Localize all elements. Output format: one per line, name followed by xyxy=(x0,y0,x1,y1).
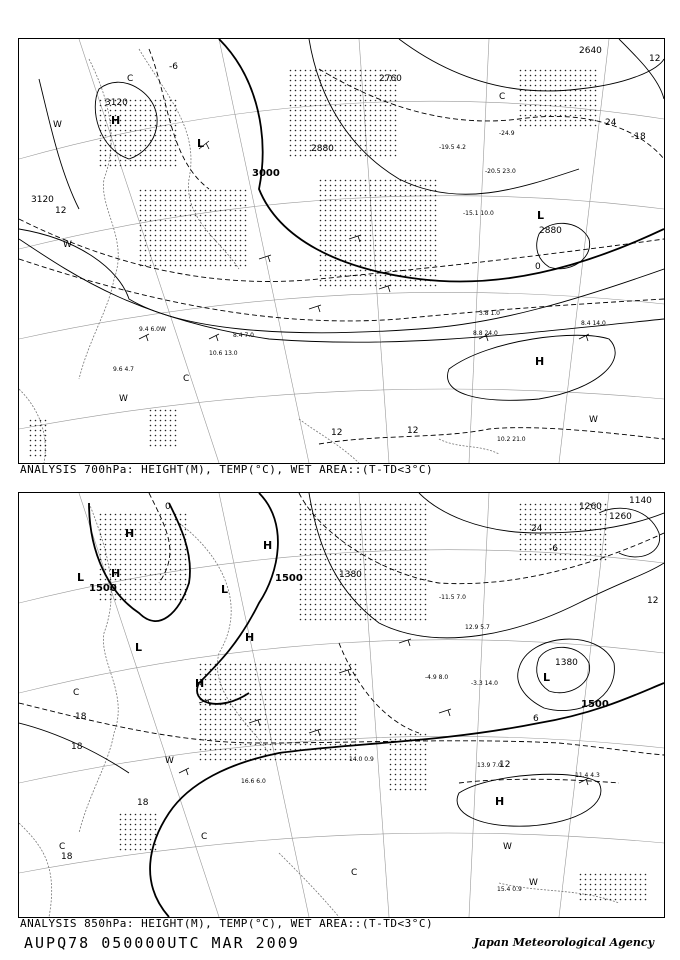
chart-850hpa-caption: ANALYSIS 850hPa: HEIGHT(M), TEMP(°C), WET AREA::(T-TD<3°C) xyxy=(20,917,434,930)
temp-label: 6 xyxy=(533,714,539,724)
height-label: 1260 xyxy=(579,502,602,512)
cold-center: C xyxy=(499,92,506,102)
cold-center: C xyxy=(183,374,190,384)
height-label: 1140 xyxy=(629,496,652,506)
temp-label: -6 xyxy=(549,544,558,554)
temp-label: 24 xyxy=(605,118,617,128)
station-value: 13.9 7.0 xyxy=(477,762,502,769)
temp-label: 12 xyxy=(55,206,67,216)
temp-label: 12 xyxy=(649,54,661,64)
station-value: -4.9 8.0 xyxy=(425,674,449,681)
warm-center: W xyxy=(165,756,174,766)
station-value: -19.5 4.2 xyxy=(439,144,466,151)
cold-center: C xyxy=(351,868,358,878)
height-label: 2880 xyxy=(539,226,562,236)
station-value: -3.3 14.0 xyxy=(471,680,498,687)
chart-850hpa xyxy=(18,492,665,918)
temp-label: 12 xyxy=(331,428,343,438)
station-value: 16.6 6.0 xyxy=(241,778,266,785)
warm-center: W xyxy=(529,878,538,888)
chart-850hpa-map xyxy=(19,493,664,917)
temp-label: 24 xyxy=(531,524,543,534)
cold-center: C xyxy=(73,688,80,698)
temp-label: 12 xyxy=(499,760,511,770)
temp-label: 12 xyxy=(647,596,659,606)
low-center: L xyxy=(543,671,551,684)
chart-700hpa-map xyxy=(19,39,664,463)
low-center: L xyxy=(135,641,143,654)
station-value: 3.8 1.0 xyxy=(479,310,500,317)
height-label: 1380 xyxy=(339,570,362,580)
temp-label: 18 xyxy=(75,712,87,722)
high-center: H xyxy=(111,567,121,580)
temp-label: -18 xyxy=(631,132,646,142)
height-label: 1500 xyxy=(89,583,117,594)
station-value: 11.4 4.3 xyxy=(575,772,600,779)
cold-center: C xyxy=(201,832,208,842)
station-value: 8.4 14.0 xyxy=(581,320,606,327)
chart-700hpa xyxy=(18,38,665,464)
height-label: 2880 xyxy=(311,144,334,154)
temp-label: 18 xyxy=(71,742,83,752)
high-center: H xyxy=(495,795,505,808)
chart-code-datetime: AUPQ78 050000UTC MAR 2009 xyxy=(24,934,300,952)
low-center: L xyxy=(221,583,229,596)
high-center: H xyxy=(535,355,545,368)
low-center: L xyxy=(537,209,545,222)
station-value: 10.6 13.0 xyxy=(209,350,238,357)
height-label: 1260 xyxy=(609,512,632,522)
high-center: H xyxy=(195,677,205,690)
cold-center: C xyxy=(59,842,66,852)
low-center: L xyxy=(197,137,205,150)
temp-label: 18 xyxy=(61,852,73,862)
height-label: 2640 xyxy=(579,46,602,56)
station-value: 9.4 6.0W xyxy=(139,326,166,333)
warm-center: W xyxy=(503,842,512,852)
station-value: 8.8 24.0 xyxy=(473,330,498,337)
agency-name: Japan Meteorological Agency xyxy=(473,936,654,949)
high-center: H xyxy=(125,527,135,540)
height-label: 3120 xyxy=(31,195,54,205)
station-value: -20.5 23.0 xyxy=(485,168,516,175)
station-value: -11.5 7.0 xyxy=(439,594,466,601)
warm-center: W xyxy=(63,240,72,250)
station-value: -24.9 xyxy=(499,130,515,137)
station-value: -15.1 10.0 xyxy=(463,210,494,217)
height-label: 1500 xyxy=(275,573,303,584)
height-label: 3000 xyxy=(252,168,280,179)
temp-label: 12 xyxy=(407,426,419,436)
temp-label: 0 xyxy=(165,502,171,512)
height-label: 3120 xyxy=(105,98,128,108)
station-value: 12.9 5.7 xyxy=(465,624,490,631)
temp-label: -6 xyxy=(169,62,178,72)
station-value: 15.4 0.9 xyxy=(497,886,522,893)
height-label: 1380 xyxy=(555,658,578,668)
high-center: H xyxy=(245,631,255,644)
chart-700hpa-caption: ANALYSIS 700hPa: HEIGHT(M), TEMP(°C), WET AREA::(T-TD<3°C) xyxy=(20,463,434,476)
height-label: 2760 xyxy=(379,74,402,84)
temp-label: 18 xyxy=(137,798,149,808)
cold-center: C xyxy=(127,74,134,84)
station-value: 10.2 21.0 xyxy=(497,436,526,443)
warm-center: W xyxy=(53,120,62,130)
height-label: 1500 xyxy=(581,699,609,710)
high-center: H xyxy=(263,539,273,552)
station-value: 14.0 0.9 xyxy=(349,756,374,763)
temp-label: 0 xyxy=(535,262,541,272)
station-value: 9.6 4.7 xyxy=(113,366,134,373)
station-value: 8.4 7.0 xyxy=(233,332,254,339)
low-center: L xyxy=(77,571,85,584)
warm-center: W xyxy=(119,394,128,404)
high-center: H xyxy=(111,114,121,127)
warm-center: W xyxy=(589,415,598,425)
